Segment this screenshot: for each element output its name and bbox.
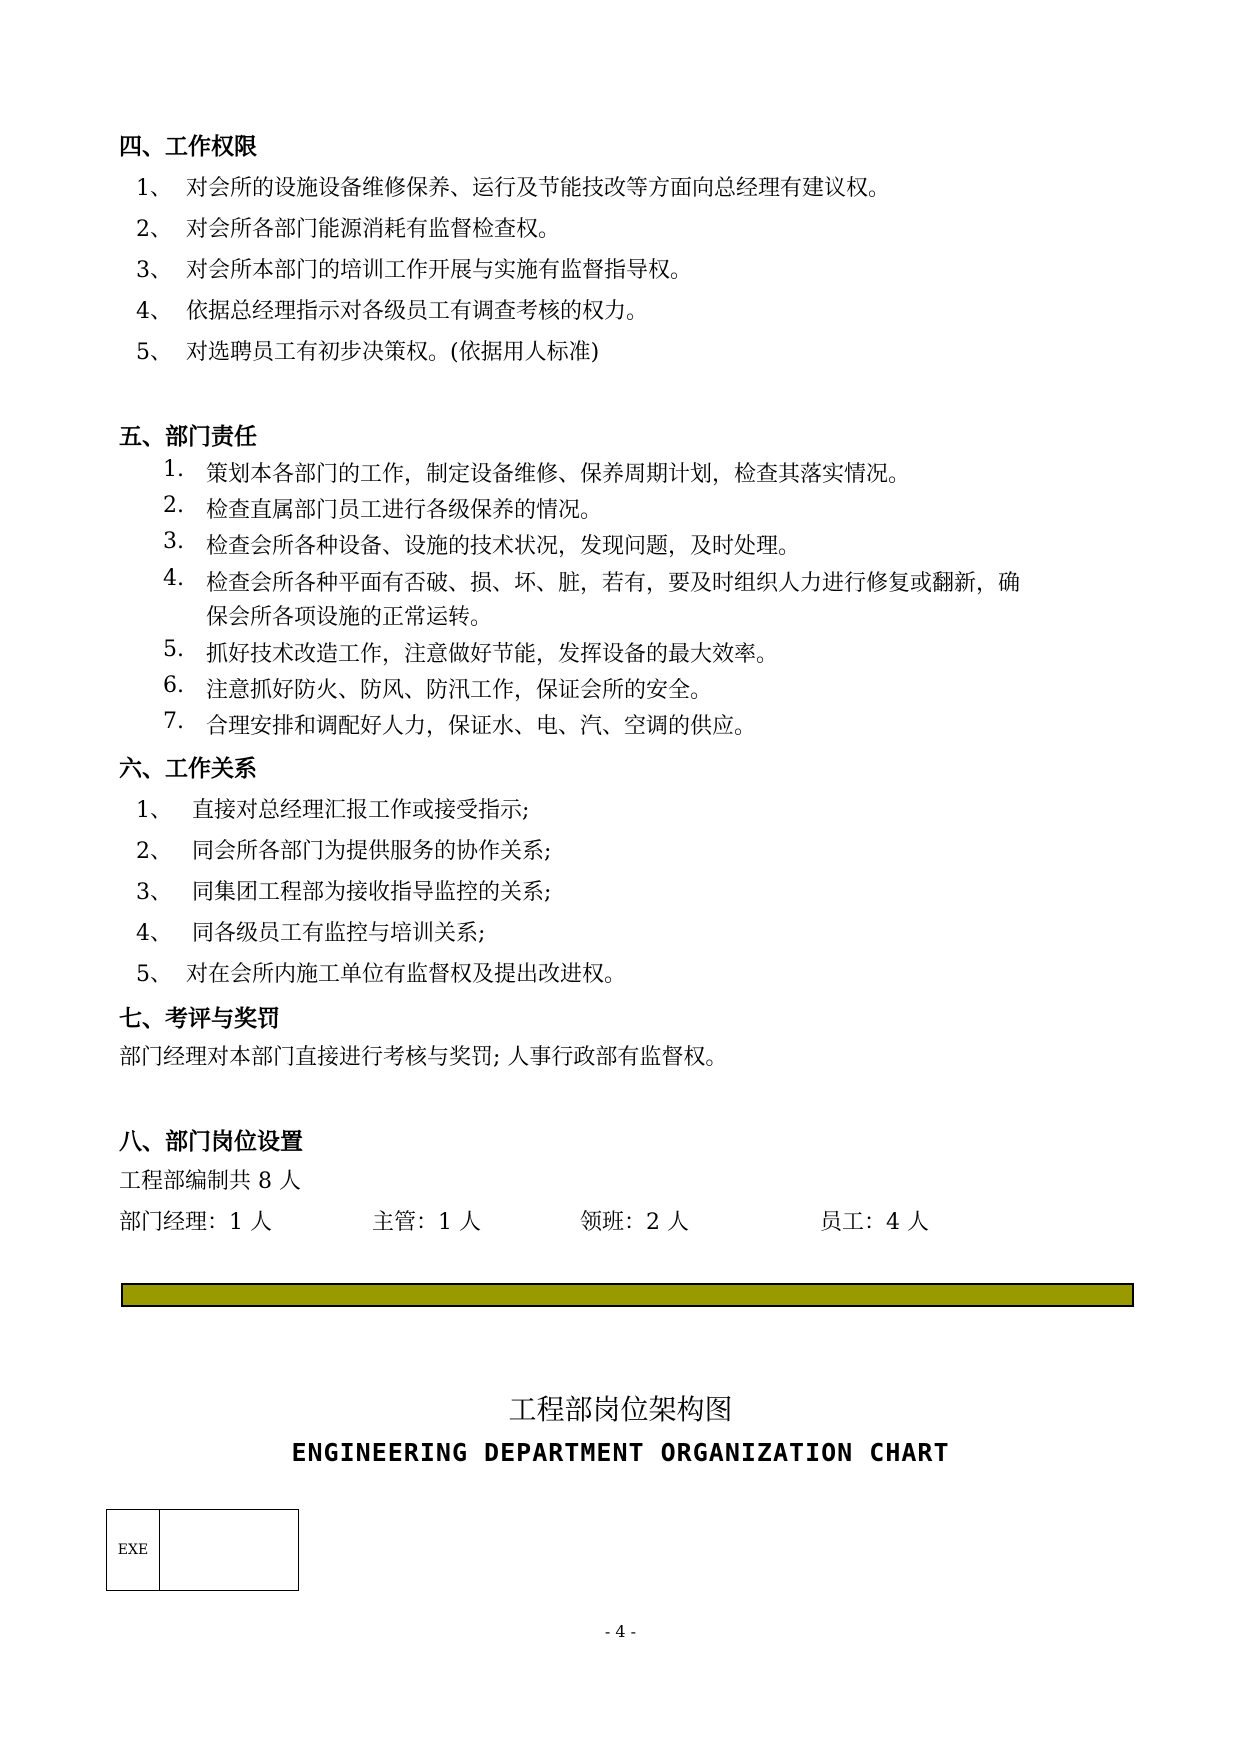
s5-item-7-num: 7. — [163, 709, 184, 734]
s5-item-2-text: 检查直属部门员工进行各级保养的情况。 — [206, 498, 603, 523]
s4-item-1-text: 对会所的设施设备维修保养、运行及节能技改等方面向总经理有建议权。 — [186, 176, 891, 201]
section-7-heading: 七、考评与奖罚 — [119, 1006, 280, 1032]
s6-item-5-text: 对在会所内施工单位有监督权及提出改进权。 — [186, 962, 627, 987]
s6-item-4-text: 同各级员工有监控与培训关系; — [192, 921, 486, 946]
exe-empty-cell — [160, 1510, 298, 1590]
s5-item-2-num: 2. — [163, 493, 184, 518]
s5-item-3-text: 检查会所各种设备、设施的技术状况，发现问题，及时处理。 — [206, 534, 801, 559]
page-number: - 4 - — [604, 1622, 637, 1641]
section-8-heading: 八、部门岗位设置 — [119, 1129, 303, 1155]
s4-item-5-num: 5、 — [136, 340, 172, 365]
s4-item-3-num: 3、 — [136, 258, 172, 283]
s8-role-manager: 部门经理：1 人 — [119, 1210, 272, 1235]
org-chart-exe-box — [106, 1509, 299, 1591]
s4-item-2-num: 2、 — [136, 217, 172, 242]
s6-item-4-num: 4、 — [136, 921, 172, 946]
s5-item-3-num: 3. — [163, 529, 184, 554]
s4-item-2-text: 对会所各部门能源消耗有监督检查权。 — [186, 217, 561, 242]
section-divider-bar — [121, 1283, 1134, 1307]
s5-item-4-num: 4. — [163, 566, 184, 591]
s6-item-2-text: 同会所各部门为提供服务的协作关系; — [192, 839, 552, 864]
s6-item-5-num: 5、 — [136, 962, 172, 987]
s5-item-1-text: 策划本各部门的工作，制定设备维修、保养周期计划，检查其落实情况。 — [206, 462, 911, 487]
exe-label: EXE — [107, 1510, 160, 1590]
section-6-heading: 六、工作关系 — [119, 756, 257, 782]
s5-item-4-continuation: 保会所各项设施的正常运转。 — [206, 605, 493, 630]
s4-item-4-text: 依据总经理指示对各级员工有调查考核的权力。 — [186, 299, 649, 324]
s6-item-3-num: 3、 — [136, 880, 172, 905]
org-chart-title-cn: 工程部岗位架构图 — [508, 1393, 733, 1426]
s4-item-5-text: 对选聘员工有初步决策权。(依据用人标准) — [186, 340, 600, 365]
s8-role-captain: 领班：2 人 — [580, 1210, 689, 1235]
s5-item-6-text: 注意抓好防火、防风、防汛工作，保证会所的安全。 — [206, 678, 713, 703]
s8-total: 工程部编制共 8 人 — [119, 1169, 301, 1194]
s5-item-4-text: 检查会所各种平面有否破、损、坏、脏，若有，要及时组织人力进行修复或翻新，确 — [206, 571, 1021, 596]
s4-item-1-num: 1、 — [136, 176, 172, 201]
s8-role-staff: 员工：4 人 — [820, 1210, 929, 1235]
s4-item-4-num: 4、 — [136, 299, 172, 324]
s5-item-5-text: 抓好技术改造工作，注意做好节能，发挥设备的最大效率。 — [206, 642, 779, 667]
s6-item-2-num: 2、 — [136, 839, 172, 864]
s5-item-5-num: 5. — [163, 637, 184, 662]
org-chart-title-en: ENGINEERING DEPARTMENT ORGANIZATION CHART — [291, 1438, 950, 1467]
s6-item-1-text: 直接对总经理汇报工作或接受指示; — [192, 798, 530, 823]
s4-item-3-text: 对会所本部门的培训工作开展与实施有监督指导权。 — [186, 258, 693, 283]
s6-item-1-num: 1、 — [136, 798, 172, 823]
s6-item-3-text: 同集团工程部为接收指导监控的关系; — [192, 880, 552, 905]
s5-item-1-num: 1. — [163, 457, 184, 482]
section-4-heading: 四、工作权限 — [119, 134, 257, 160]
section-5-heading: 五、部门责任 — [119, 424, 257, 450]
s5-item-7-text: 合理安排和调配好人力，保证水、电、汽、空调的供应。 — [206, 714, 757, 739]
s7-text: 部门经理对本部门直接进行考核与奖罚; 人事行政部有监督权。 — [119, 1045, 728, 1070]
s5-item-6-num: 6. — [163, 673, 184, 698]
s8-role-supervisor: 主管：1 人 — [372, 1210, 481, 1235]
